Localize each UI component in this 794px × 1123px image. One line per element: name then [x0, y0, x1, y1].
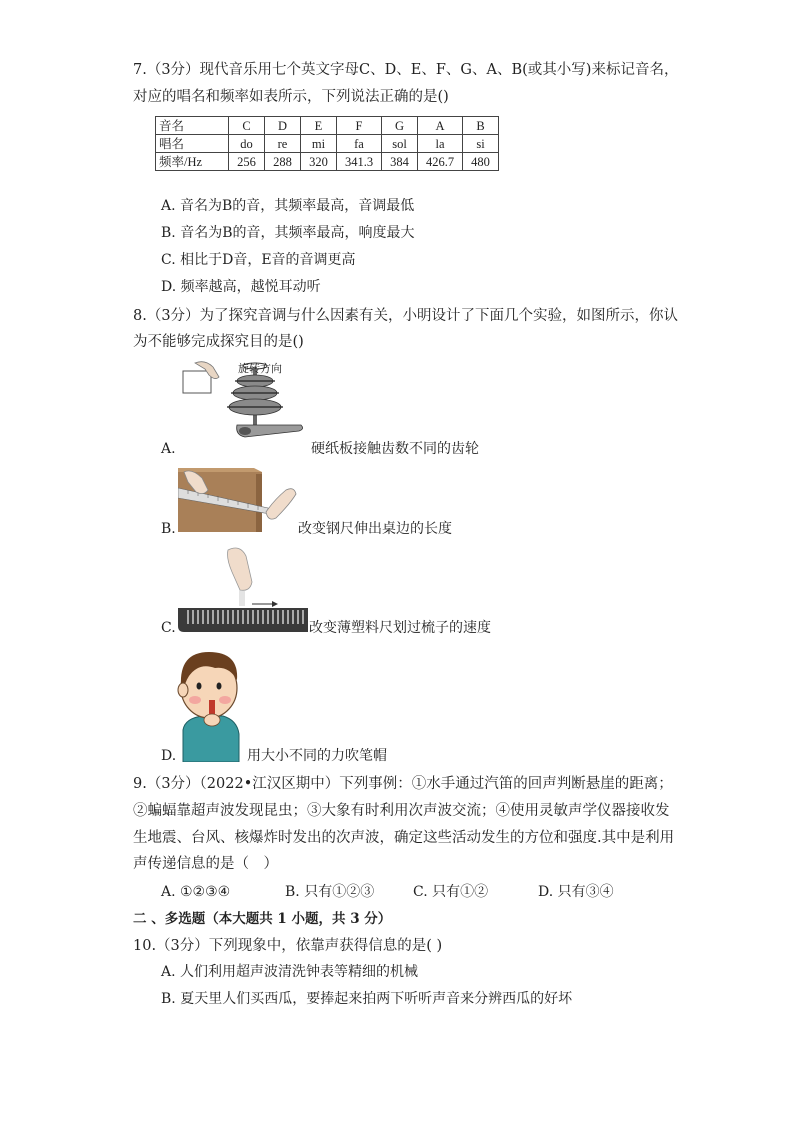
q8-option-d-letter[interactable]: D. [161, 748, 177, 764]
q8-option-b-text: 改变钢尺伸出桌边的长度 [298, 521, 452, 537]
row-name: 唱名 [156, 135, 229, 153]
q8-line1: 8.（3分）为了探究音调与什么因素有关，小明设计了下面几个实验，如图所示，你认 [133, 308, 679, 324]
section-heading: 二 、多选题（本大题共 1 小题，共 3 分） [133, 911, 392, 927]
q10-line1: 10.（3分）下列现象中，依靠声获得信息的是( ) [133, 938, 443, 954]
table-cell: fa [337, 135, 382, 153]
q8-option-a-text: 硬纸板接触齿数不同的齿轮 [311, 441, 479, 457]
table-cell: C [229, 117, 265, 135]
q10-option-a[interactable]: A. 人们利用超声波清洗钟表等精细的机械 [161, 964, 419, 980]
table-row [156, 117, 499, 135]
q9-line1: 9.（3分）（2022•江汉区期中）下列事例：①水手通过汽笛的回声判断悬崖的距离； [133, 776, 673, 792]
row-name: 频率/Hz [156, 153, 229, 171]
table-cell: 288 [265, 153, 301, 171]
table-cell: si [463, 135, 499, 153]
q9-option-c[interactable]: C. 只有①② [413, 884, 489, 900]
q9-line4: 声传递信息的是（ ） [133, 856, 278, 872]
q7-line1: 7.（3分）现代音乐用七个英文字母C、D、E、F、G、A、B(或其小写)来标记音名， [133, 62, 679, 78]
row-name: 音名 [156, 117, 229, 135]
q8-option-a-letter[interactable]: A. [161, 441, 176, 457]
table-cell: 426.7 [418, 153, 463, 171]
table-cell: re [265, 135, 301, 153]
table-cell: E [301, 117, 337, 135]
rotation-direction-label: 旋转方向 [238, 362, 282, 375]
table-cell: 256 [229, 153, 265, 171]
table-cell: la [418, 135, 463, 153]
q8-line2: 为不能够完成探究目的是() [133, 334, 304, 350]
table-cell: 320 [301, 153, 337, 171]
q7-option-b[interactable]: B. 音名为B的音，其频率最高，响度最大 [161, 225, 415, 241]
table-cell: 384 [382, 153, 418, 171]
table-cell: D [265, 117, 301, 135]
table-cell: 341.3 [337, 153, 382, 171]
table-cell: F [337, 117, 382, 135]
q8-option-d-text: 用大小不同的力吹笔帽 [247, 748, 387, 764]
q7-option-a[interactable]: A. 音名为B的音，其频率最高，音调最低 [161, 198, 415, 214]
q8-option-b-letter[interactable]: B. [161, 521, 176, 537]
table-cell: B [463, 117, 499, 135]
q9-line2: ②蝙蝠靠超声波发现昆虫；③大象有时利用次声波交流；④使用灵敏声学仪器接收发 [133, 803, 670, 819]
table-cell: A [418, 117, 463, 135]
ruler-table-figure [178, 468, 300, 534]
table-cell: do [229, 135, 265, 153]
q9-option-b[interactable]: B. 只有①②③ [285, 884, 375, 900]
q9-line3: 生地震、台风、核爆炸时发出的次声波，确定这些活动发生的方位和强度.其中是利用 [133, 830, 675, 846]
table-cell: 480 [463, 153, 499, 171]
q8-option-c-letter[interactable]: C. [161, 620, 176, 636]
table-cell: mi [301, 135, 337, 153]
table-cell: sol [382, 135, 418, 153]
boy-blowing-figure [175, 646, 247, 762]
table-row [156, 153, 499, 171]
note-frequency-table [155, 116, 499, 171]
q9-option-d[interactable]: D. 只有③④ [538, 884, 614, 900]
comb-figure [176, 546, 310, 636]
q7-option-c[interactable]: C. 相比于D音，E音的音调更高 [161, 252, 356, 268]
q10-option-b[interactable]: B. 夏天里人们买西瓜，要捧起来拍两下听听声音来分辨西瓜的好坏 [161, 991, 573, 1007]
table-cell: G [382, 117, 418, 135]
q7-option-d[interactable]: D. 频率越高，越悦耳动听 [161, 279, 321, 295]
q9-option-a[interactable]: A. ①②③④ [161, 884, 231, 900]
q7-line2: 对应的唱名和频率如表所示，下列说法正确的是() [133, 89, 449, 105]
q8-option-c-text: 改变薄塑料尺划过梳子的速度 [309, 620, 491, 636]
table-row [156, 135, 499, 153]
